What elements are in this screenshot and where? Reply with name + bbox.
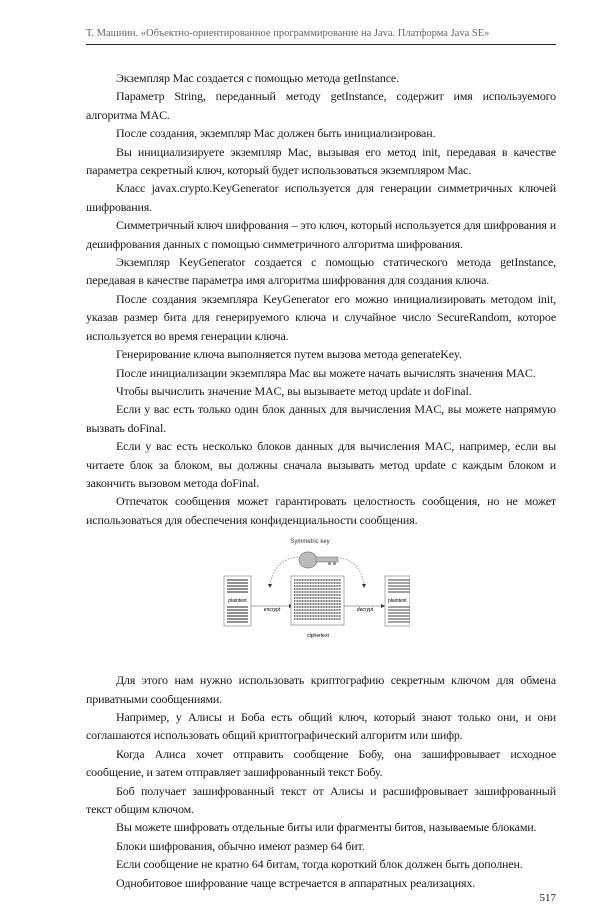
paragraph: Генерирование ключа выполняется путем вызова метода generateKey.	[116, 347, 462, 362]
paragraph: Блоки шифрования, обычно имеют размер 64 бит.	[116, 838, 365, 853]
key-label: Symmetric key	[290, 539, 330, 546]
body-text-bottom	[86, 671, 556, 892]
decrypt-label: decrypt	[356, 607, 374, 614]
paragraph: Для этого нам нужно использовать криптографию секретным ключом для обмена приватными сообщениями.	[86, 673, 556, 706]
symmetric-encryption-diagram	[210, 529, 410, 649]
key-icon	[299, 552, 338, 568]
plaintext-label: plaintext	[228, 598, 247, 605]
body-text-top	[86, 69, 556, 529]
paragraph: Если сообщение не кратно 64 битам, тогда короткий блок должен быть дополнен.	[116, 857, 523, 872]
paragraph: Если у вас есть только один блок данных для вычисления MAC, вы можете напрямую вызвать doFinal.	[86, 402, 556, 435]
plaintext-doc-left	[224, 576, 251, 626]
paragraph: Чтобы вычислить значение MAC, вы вызываете метод update и doFinal.	[116, 383, 472, 398]
paragraph: Класс javax.crypto.KeyGenerator используется для генерации симметричных ключей шифрования.	[86, 181, 556, 214]
paragraph: После создания, экземпляр Mac должен быть инициализирован.	[116, 126, 436, 141]
ciphertext-label: ciphertext	[307, 633, 329, 640]
plaintext-label: plaintext	[388, 598, 407, 605]
page-number: 517	[539, 892, 556, 904]
paragraph: Однобитовое шифрование чаще встречается в аппаратных реализациях.	[116, 875, 476, 890]
paragraph: После инициализации экземпляра Mac вы можете начать вычислять значения MAC.	[116, 365, 536, 380]
encrypt-label: encrypt	[263, 607, 281, 614]
paragraph: Например, у Алисы и Боба есть общий ключ, который знают только они, и они соглашаются использовать общий криптографический алгоритм или шифр.	[86, 709, 556, 743]
ciphertext-doc	[291, 576, 344, 625]
arrowhead	[362, 584, 366, 588]
paragraph: Отпечаток сообщения может гарантировать целостность сообщения, но не может использоваться для обеспечения конфиденциальности сообщения.	[86, 494, 556, 527]
paragraph: Если у вас есть несколько блоков данных для вычисления MAC, например, если вы читаете блок за блоком, вы должны сначала вызывать метод update с каждым блоком и закончить вызовом метода doFinal.	[86, 439, 556, 490]
paragraph: Симметричный ключ шифрования – это ключ, который используется для шифрования и дешифрования данных с помощью симметричного алгоритма шифрования.	[86, 218, 556, 251]
paragraph: Параметр String, переданный методу getInstance, содержит имя используемого алгоритма MAC.	[86, 89, 556, 122]
paragraph: Боб получает зашифрованный текст от Алисы и расшифровывает зашифрованный текст общим ключом.	[86, 783, 556, 816]
paragraph: После создания экземпляра KeyGenerator его можно инициализировать методом init, указав размер бита для генерируемого ключа и случайное число SecureRandom, которое используется во время генерации ключа.	[86, 291, 556, 343]
page-content	[86, 69, 556, 904]
running-header: Т. Машнин. «Объектно-ориентированное программирование на Java. Платформа Java SE»	[86, 28, 556, 45]
paragraph: Вы инициализируете экземпляр Mac, вызывая его метод init, передавая в качестве параметра секретный ключ, который будет использоваться экземпляром Mac.	[86, 144, 556, 178]
plaintext-doc-right	[385, 576, 410, 626]
paragraph: Вы можете шифровать отдельные биты или фрагменты битов, называемые блоками.	[116, 820, 537, 835]
paragraph: Экземпляр Mac создается с помощью метода getInstance.	[116, 71, 399, 85]
paragraph: Экземпляр KeyGenerator создается с помощью статического метода getInstance, передавая в качестве параметра имя алгоритма шифрования для создания ключа.	[86, 255, 556, 288]
paragraph: Когда Алиса хочет отправить сообщение Бобу, она зашифровывает исходное сообщение, и затем отправляет зашифрованный текст Бобу.	[86, 746, 556, 780]
arrowhead	[268, 584, 272, 588]
arrowhead	[381, 604, 385, 608]
